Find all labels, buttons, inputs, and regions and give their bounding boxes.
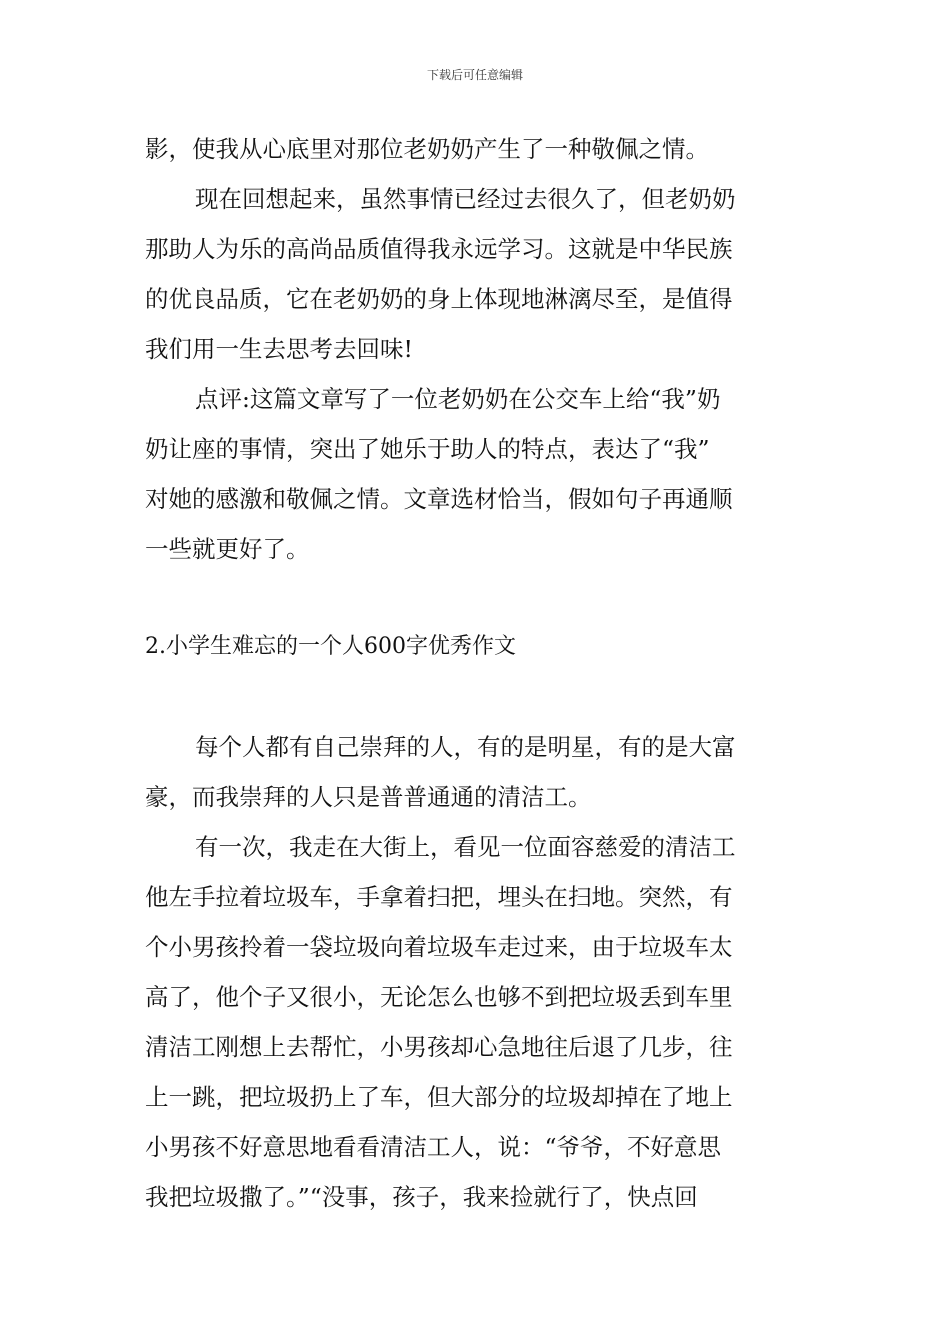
text-line: 个小男孩拎着一袋垃圾向着垃圾车走过来，由于垃圾车太 xyxy=(145,933,733,961)
text-line: 豪，而我崇拜的人只是普普通通的清洁工。 xyxy=(145,783,592,811)
text-line: 影，使我从心底里对那位老奶奶产生了一种敬佩之情。 xyxy=(145,135,709,163)
text-line: 我们用一生去思考去回味! xyxy=(145,335,413,363)
text-line: 清洁工刚想上去帮忙，小男孩却心急地往后退了几步，往 xyxy=(145,1033,733,1061)
text-line: 有一次，我走在大街上，看见一位面容慈爱的清洁工 xyxy=(195,833,736,861)
review-line: 对她的感激和敬佩之情。文章选材恰当，假如句子再通顺 xyxy=(145,485,733,513)
review-line: 一些就更好了。 xyxy=(145,535,310,563)
text-line: 小男孩不好意思地看看清洁工人，说：“爷爷，不好意思 xyxy=(145,1133,722,1161)
section-title: 2.小学生难忘的一个人600字优秀作文 xyxy=(145,634,516,659)
text-line: 那助人为乐的高尚品质值得我永远学习。这就是中华民族 xyxy=(145,235,733,263)
text-line: 上一跳，把垃圾扔上了车，但大部分的垃圾却掉在了地上 xyxy=(145,1083,733,1111)
text-line: 的优良品质，它在老奶奶的身上体现地淋漓尽至，是值得 xyxy=(145,285,733,313)
page-header-note: 下载后可任意编辑 xyxy=(426,68,523,82)
text-line: 每个人都有自己崇拜的人，有的是明星，有的是大富 xyxy=(195,733,736,761)
review-line: 点评:这篇文章写了一位老奶奶在公交车上给“我”奶 xyxy=(195,385,721,413)
review-line: 奶让座的事情，突出了她乐于助人的特点，表达了“我” xyxy=(145,435,710,463)
text-line: 高了，他个子又很小，无论怎么也够不到把垃圾丢到车里 xyxy=(145,983,733,1011)
text-line: 他左手拉着垃圾车，手拿着扫把，埋头在扫地。突然，有 xyxy=(145,883,733,911)
text-line: 现在回想起来，虽然事情已经过去很久了，但老奶奶 xyxy=(195,185,736,213)
text-line: 我把垃圾撒了。”“没事，孩子，我来捡就行了，快点回 xyxy=(145,1183,698,1211)
